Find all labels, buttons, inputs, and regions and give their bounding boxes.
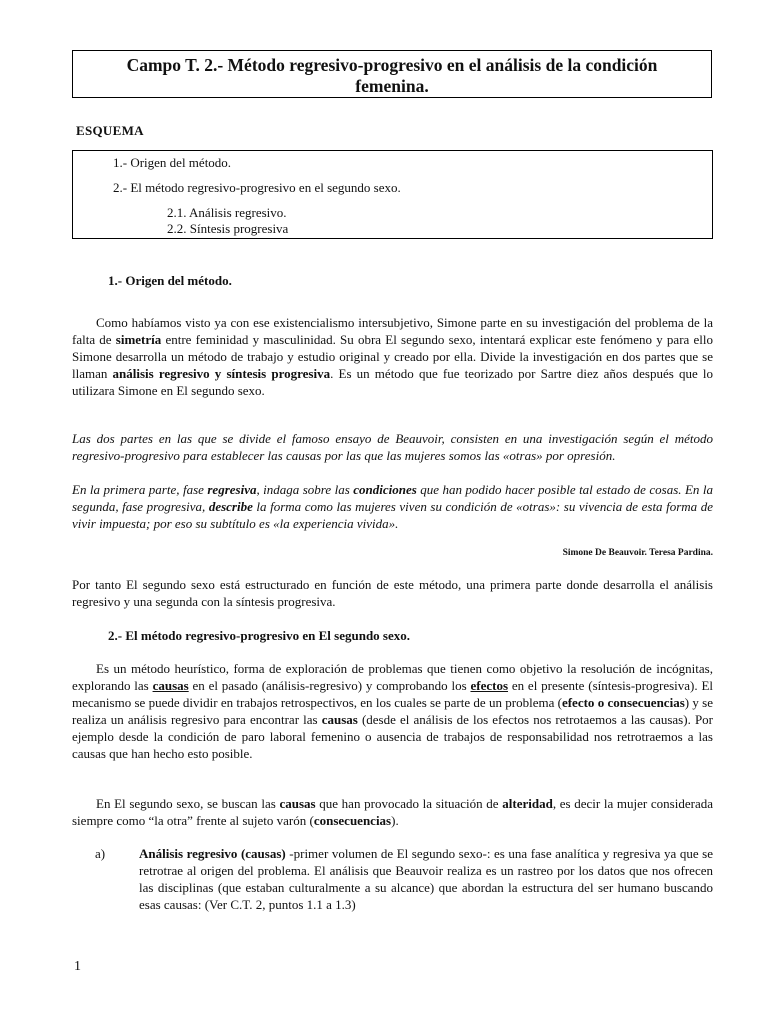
bold-term-consecuencias: consecuencias xyxy=(313,813,392,828)
list-item-a-marker: a) xyxy=(95,846,106,861)
esquema-heading: ESQUEMA xyxy=(76,123,144,138)
outline-item-1: 1.- Origen del método. xyxy=(113,155,232,170)
text-run: En la primera parte, fase xyxy=(72,482,208,497)
text-run: en el pasado (análisis-regresivo) y comprobando los xyxy=(188,678,471,693)
bold-term-simetria: simetría xyxy=(115,332,162,347)
outline-item-2: 2.- El método regresivo-progresivo en el segundo sexo. xyxy=(113,180,401,195)
page-number: 1 xyxy=(74,959,81,974)
title-line-2: femenina. xyxy=(355,76,429,96)
bold-term-regresiva: regresiva xyxy=(207,482,257,497)
text-run: que han podido hacer posible tal estado de cosas. En la segunda, fase progresiva, xyxy=(72,482,713,514)
title-line-1: Campo T. 2.- Método regresivo-progresivo en el análisis de la condición xyxy=(126,55,658,75)
text-run: en el presente (síntesis-progresiva). El mecanismo se puede dividir en trabajos retrospectivos, en los cuales se parte de un problema ( xyxy=(72,678,714,710)
text-run: Como habíamos visto ya con ese existencialismo intersubjetivo, Simone parte en su investigación del problema de la falta de xyxy=(72,315,713,347)
bold-term-efecto-consecuencias: efecto o consecuencias xyxy=(561,695,685,710)
quote-paragraph-2 xyxy=(72,481,713,532)
text-run: entre feminidad y masculinidad. Su obra El segundo sexo, intentará explicar este fenómeno y para ello Simone desarrolla un método de trabajo y estudio original y creado por ella. Divide la investigación en dos partes que se llaman xyxy=(72,332,713,381)
list-item-a-text xyxy=(139,845,713,913)
document-title-box xyxy=(72,50,712,98)
section-1-heading: 1.- Origen del método. xyxy=(108,273,232,288)
text-run: (desde el análisis de los efectos nos retrotaemos a las causas). Por ejemplo desde la condición de paro laboral femenino o ausencia de trabajos de responsabilidad nos retrotraemos a las causas que han hecho esto posible. xyxy=(72,712,713,761)
section-2-paragraph-2 xyxy=(72,795,713,829)
text-run: la forma como las mujeres viven su condición de «otras»: su vivencia de esta forma de vivir impuesta; por eso su subtítulo es «la experiencia vivida». xyxy=(72,499,714,531)
esquema-outline-box xyxy=(72,150,713,239)
bold-term-causas: causas xyxy=(321,712,358,727)
bold-term-analisis-sintesis: análisis regresivo y síntesis progresiva xyxy=(112,366,331,381)
bold-term-causas: causas xyxy=(279,796,316,811)
bold-term-analisis-regresivo: Análisis regresivo (causas) xyxy=(139,846,286,861)
quote-source: Simone De Beauvoir. Teresa Pardina. xyxy=(562,548,713,558)
text-run: ). xyxy=(391,813,399,828)
text-run: . Es un método que fue teorizado por Sartre diez años después que lo utilizara Simone en El segundo sexo. xyxy=(72,366,713,398)
outline-item-2-2: 2.2. Síntesis progresiva xyxy=(167,221,289,236)
section-2-paragraph-1 xyxy=(72,660,713,762)
outline-item-2-1: 2.1. Análisis regresivo. xyxy=(167,205,287,220)
text-run: que han provocado la situación de xyxy=(315,796,503,811)
quote-paragraph-1: Las dos partes en las que se divide el famoso ensayo de Beauvoir, consisten en una investigación según el método regresivo-progresivo para establecer las causas por las que las mujeres somos las «otras» por opresión. xyxy=(72,431,713,463)
text-run: , indaga sobre las xyxy=(256,482,354,497)
text-run: , es decir la mujer considerada siempre como “la otra” frente al sujeto varón ( xyxy=(72,796,713,828)
bold-term-describe: describe xyxy=(208,499,253,514)
text-run: -primer volumen de El segundo sexo-: es una fase analítica y regresiva ya que se retrotrae al origen del problema. El análisis que Beauvoir realiza es un rastreo por los datos que nos ofrecen las disciplinas (que estaban culturalmente a su alcance) que abordan la estructura del ser humano buscando esas causas: (Ver C.T. 2, puntos 1.1 a 1.3) xyxy=(139,846,713,912)
underlined-term-efectos: efectos xyxy=(470,678,509,693)
section-2-heading: 2.- El método regresivo-progresivo en El segundo sexo. xyxy=(108,628,411,643)
section-1-paragraph-2: Por tanto El segundo sexo está estructurado en función de este método, una primera parte donde desarrolla el análisis regresivo y una segunda con la síntesis progresiva. xyxy=(72,577,713,609)
text-run: En El segundo sexo, se buscan las xyxy=(96,796,280,811)
text-run: Es un método heurístico, forma de exploración de problemas que tienen como objetivo la resolución de incógnitas, explorando las xyxy=(72,661,713,693)
bold-term-condiciones: condiciones xyxy=(353,482,417,497)
bold-term-alteridad: alteridad xyxy=(502,796,553,811)
underlined-term-causas: causas xyxy=(152,678,189,693)
section-1-paragraph-1 xyxy=(72,314,713,399)
text-run: ) y se realiza un análisis regresivo para encontrar las xyxy=(72,695,713,727)
